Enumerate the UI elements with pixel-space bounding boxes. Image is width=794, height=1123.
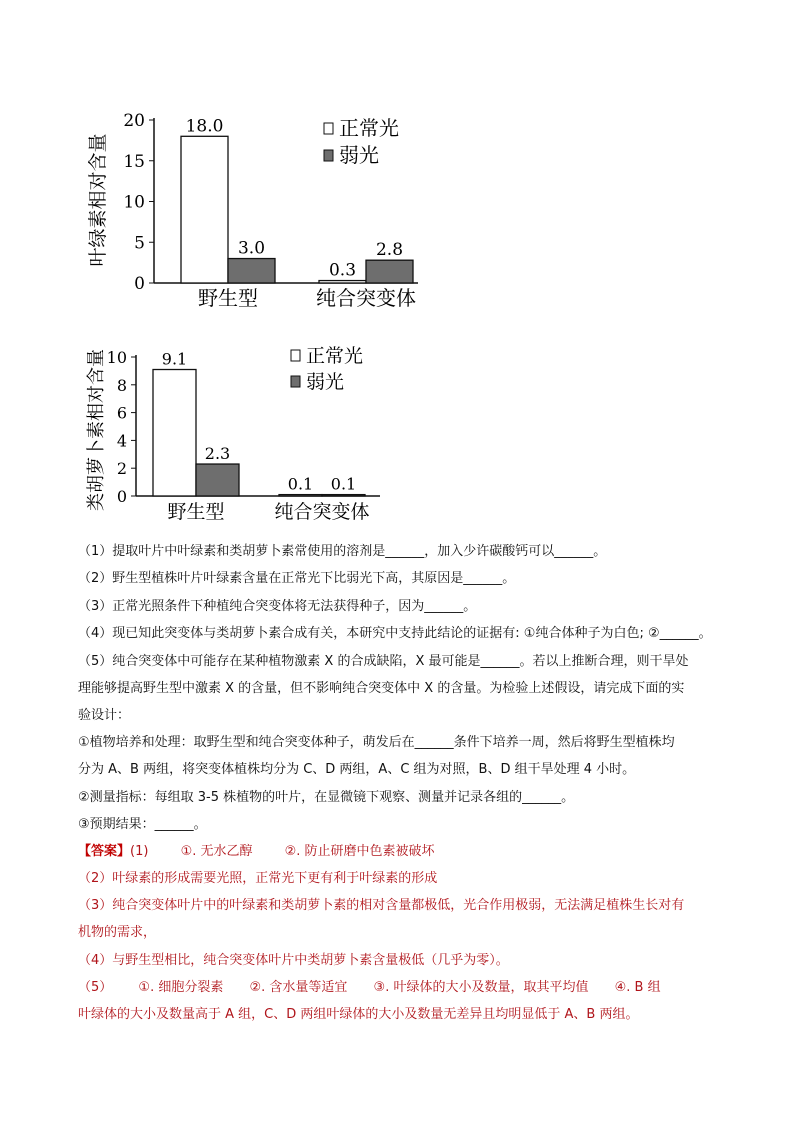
- y-tick-label: 6: [116, 403, 127, 423]
- bar-value-label: 2.8: [375, 240, 404, 261]
- bar-value-label: 0.1: [287, 474, 314, 494]
- y-tick-label: 15: [123, 151, 145, 172]
- chlorophyll-chart-svg: [86, 95, 426, 320]
- bar: [279, 495, 322, 496]
- bar-value-label: 3.0: [237, 238, 266, 259]
- chlorophyll-chart: [86, 95, 426, 324]
- x-category-label: 野生型: [167, 501, 225, 523]
- answer-1: [78, 842, 728, 862]
- legend-label: 弱光: [339, 143, 379, 167]
- answer-3-line1: （3）纯合突变体叶片中的叶绿素和类胡萝卜素的相对含量都极低，光合作用极弱，无法满足植株生长对有: [78, 898, 685, 913]
- y-axis-label: 叶绿素相对含量: [87, 133, 109, 267]
- answer-5-part1: ①. 细胞分裂素: [138, 980, 224, 995]
- legend-swatch: [324, 123, 333, 134]
- answer-5-part4: ④. B 组: [614, 980, 661, 995]
- bar: [366, 260, 413, 283]
- answer-4: （4）与野生型相比，纯合突变体叶片中类胡萝卜素含量极低（几乎为零）。: [78, 953, 509, 968]
- question-2: （2）野生型植株叶片叶绿素含量在正常光下比弱光下高，其原因是______。: [78, 571, 516, 586]
- bar-value-label: 2.3: [204, 444, 231, 464]
- x-category-label: 纯合突变体: [274, 501, 370, 523]
- step-2: ②测量指标：每组取 3-5 株植物的叶片，在显微镜下观察、测量并记录各组的______。: [78, 790, 575, 805]
- answer-label: 【答案】: [78, 844, 131, 859]
- answer-5-part3: ③. 叶绿体的大小及数量，取其平均值: [373, 980, 589, 995]
- bar: [322, 495, 365, 496]
- y-tick-label: 5: [134, 233, 145, 254]
- legend-label: 正常光: [306, 345, 364, 367]
- y-axis-label: 类胡萝卜素相对含量: [86, 349, 107, 511]
- carotenoid-chart-svg: [86, 330, 396, 530]
- answer-5-num: （5）: [78, 980, 113, 995]
- step-3: ③预期结果：______。: [78, 817, 207, 832]
- bar-value-label: 0.1: [330, 474, 357, 494]
- question-1: （1）提取叶片中叶绿素和类胡萝卜素常使用的溶剂是______，加入少许碳酸钙可以______。: [78, 544, 607, 559]
- step-1-line2: 分为 A、B 两组，将突变体植株均分为 C、D 两组，A、C 组为对照，B、D 组干旱处理 4 小时。: [78, 762, 636, 777]
- y-tick-label: 0: [134, 274, 145, 294]
- bar: [153, 370, 196, 496]
- y-tick-label: 10: [106, 348, 127, 367]
- y-tick-label: 2: [116, 459, 127, 479]
- legend-swatch: [291, 350, 300, 361]
- y-tick-label: 0: [116, 487, 127, 506]
- bar-value-label: 0.3: [328, 260, 357, 281]
- answer-1-part2: ②. 防止研磨中色素被破坏: [284, 844, 435, 859]
- answer-2: （2）叶绿素的形成需要光照，正常光下更有利于叶绿素的形成: [78, 871, 438, 886]
- question-5-line3: 验设计：: [78, 708, 131, 723]
- answer-3-line2: 机物的需求，: [78, 925, 157, 940]
- question-4: （4）现已知此突变体与类胡萝卜素合成有关，本研究中支持此结论的证据有: ①纯合体种子为白色; ②______。: [78, 626, 712, 641]
- x-category-label: 野生型: [198, 286, 258, 310]
- answer-5-line2: 叶绿体的大小及数量高于 A 组，C、D 两组叶绿体的大小及数量无差异且均明显低于 A、B 两组。: [78, 1007, 639, 1022]
- answer-1-part1: ①. 无水乙醇: [180, 844, 253, 859]
- question-3: （3）正常光照条件下种植纯合突变体将无法获得种子，因为______。: [78, 599, 477, 614]
- question-5-line1: （5）纯合突变体中可能存在某种植物激素 X 的合成缺陷，X 最可能是______。若以上推断合理，则干旱处: [78, 654, 689, 669]
- bar-value-label: 18.0: [185, 116, 224, 137]
- y-tick-label: 10: [123, 192, 145, 213]
- legend-swatch: [324, 150, 333, 161]
- question-5-line2: 理能够提高野生型中激素 X 的含量，但不影响纯合突变体中 X 的含量。为检验上述假设，请完成下面的实: [78, 681, 685, 696]
- step-1-line1: ①植物培养和处理：取野生型和纯合突变体种子，萌发后在______条件下培养一周，然后将野生型植株均: [78, 735, 675, 750]
- answer-1-num: (1): [130, 844, 149, 859]
- carotenoid-chart: [86, 330, 396, 534]
- bar: [196, 464, 239, 496]
- bar: [319, 281, 366, 283]
- y-tick-label: 8: [116, 375, 127, 395]
- legend-swatch: [291, 376, 300, 387]
- legend-label: 弱光: [306, 371, 345, 393]
- bar-value-label: 9.1: [161, 349, 188, 369]
- bar: [228, 259, 275, 283]
- answer-5: [78, 978, 728, 998]
- answer-5-part2: ②. 含水量等适宜: [249, 980, 348, 995]
- bar: [181, 136, 228, 283]
- y-tick-label: 20: [123, 111, 145, 131]
- legend-label: 正常光: [339, 116, 399, 140]
- x-category-label: 纯合突变体: [316, 286, 416, 310]
- y-tick-label: 4: [116, 431, 127, 451]
